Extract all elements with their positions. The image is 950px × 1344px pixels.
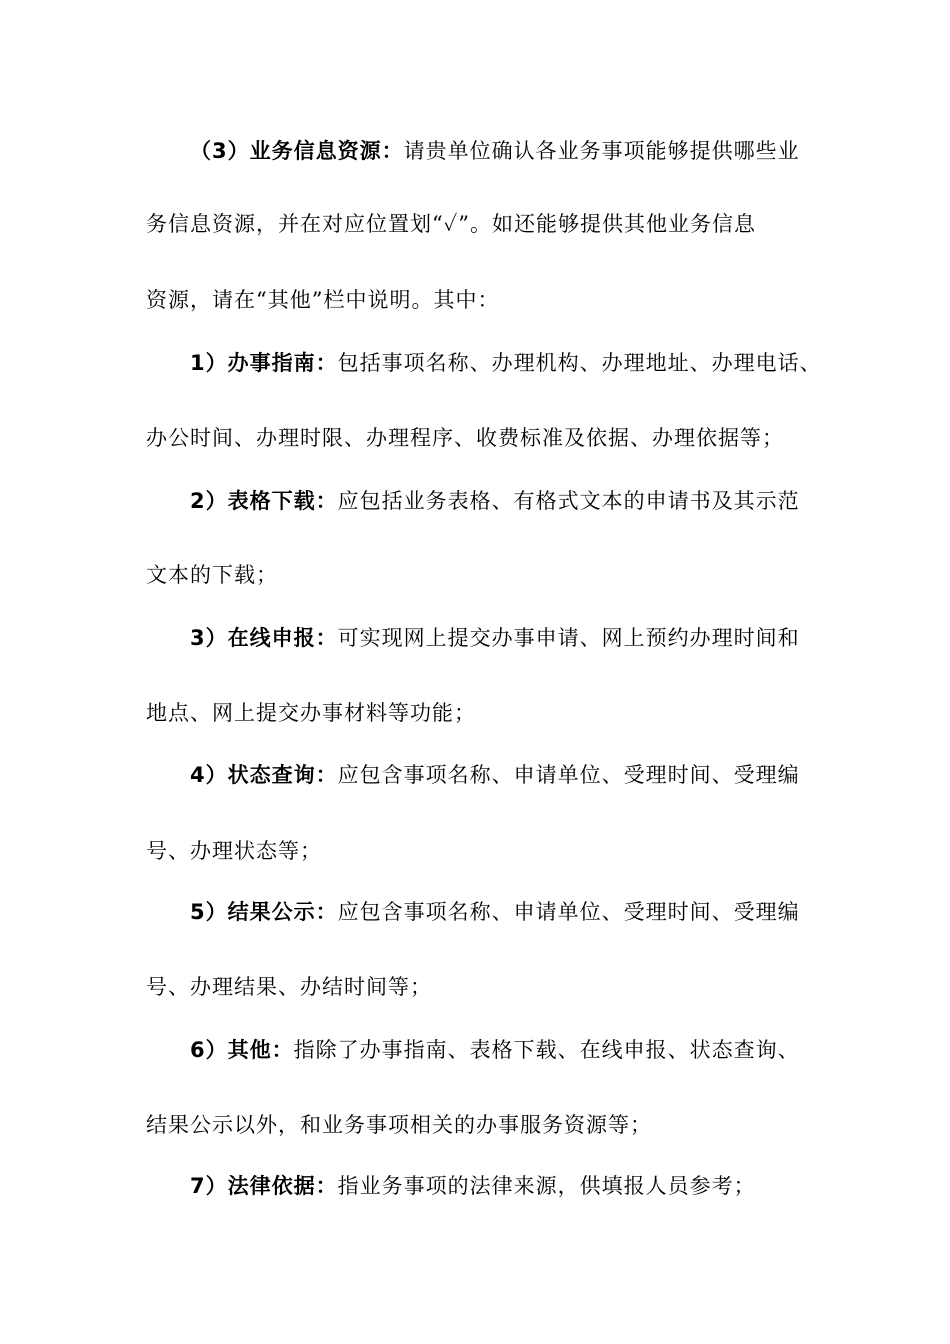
item-status-query-cont: 号、办理状态等；	[146, 839, 322, 863]
item-office-guide	[0, 343, 950, 383]
section-intro-text: 请贵单位确认各业务事项能够提供哪些业	[403, 139, 800, 163]
item-office-guide-cont: 办公时间、办理时限、办理程序、收费标准及依据、办理依据等；	[146, 426, 784, 450]
section-intro-line-3: 资源，请在“其他”栏中说明。其中：	[146, 288, 500, 312]
item-text: 应包含事项名称、申请单位、受理时间、受理编	[337, 900, 800, 924]
item-form-download	[0, 481, 950, 521]
item-term: 4）状态查询：	[190, 763, 338, 787]
item-online-application	[0, 618, 950, 658]
item-text: 可实现网上提交办事申请、网上预约办理时间和	[337, 626, 800, 650]
item-result-publication	[0, 892, 950, 932]
section-heading-line	[0, 131, 950, 171]
item-form-download-cont: 文本的下载；	[146, 563, 278, 587]
item-term: 5）结果公示：	[190, 900, 338, 924]
item-term: 6）其他：	[190, 1038, 294, 1062]
item-term: 1）办事指南：	[190, 351, 338, 375]
item-online-application-cont: 地点、网上提交办事材料等功能；	[146, 701, 476, 725]
item-term: 7）法律依据：	[190, 1174, 338, 1198]
item-text: 应包括业务表格、有格式文本的申请书及其示范	[337, 489, 800, 513]
item-other-cont: 结果公示以外，和业务事项相关的办事服务资源等；	[146, 1113, 652, 1137]
section-intro-line-2: 务信息资源，并在对应位置划“✓”。如还能够提供其他业务信息	[146, 212, 757, 236]
item-result-publication-cont: 号、办理结果、办结时间等；	[146, 975, 432, 999]
item-text: 包括事项名称、办理机构、办理地址、办理电话、	[337, 351, 822, 375]
item-term: 3）在线申报：	[190, 626, 338, 650]
item-status-query	[0, 755, 950, 795]
section-heading: （3）业务信息资源：	[190, 139, 404, 163]
item-term: 2）表格下载：	[190, 489, 338, 513]
item-text: 应包含事项名称、申请单位、受理时间、受理编	[337, 763, 800, 787]
item-text: 指除了办事指南、表格下载、在线申报、状态查询、	[293, 1038, 800, 1062]
item-text: 指业务事项的法律来源，供填报人员参考；	[337, 1174, 756, 1198]
item-other	[0, 1030, 950, 1070]
item-legal-basis	[0, 1166, 950, 1206]
